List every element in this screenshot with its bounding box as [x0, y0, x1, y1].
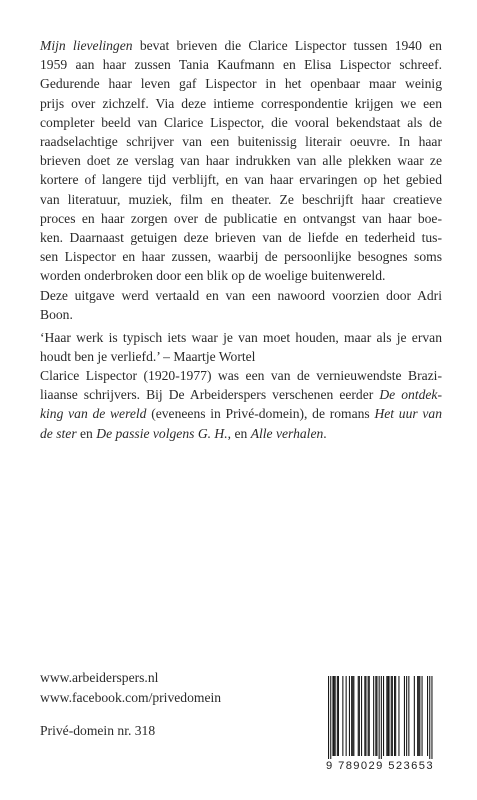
barcode-bar — [431, 676, 432, 760]
barcode-bar — [359, 676, 360, 756]
barcode-bar — [392, 676, 393, 756]
barcode-bar — [404, 676, 405, 756]
blurb-line: completer beeld van Clarice Lispector, die vooral bekendstaat als de — [40, 114, 442, 130]
author-bio — [40, 366, 442, 443]
barcode-bar — [332, 676, 333, 756]
barcode-bar — [389, 676, 390, 756]
barcode-bar — [427, 676, 428, 756]
publisher-website-link[interactable]: www.arbeiderspers.nl — [40, 670, 159, 685]
blurb-line: raadselachtige schrijver van een buitenissig literair oeuvre. In haar — [40, 134, 442, 150]
barcode-bar — [418, 676, 419, 756]
book-title: de ster — [40, 425, 77, 441]
isbn-digits: 9 789029 523653 — [318, 759, 442, 773]
barcode-bar — [375, 676, 376, 756]
blurb-line: kortere of langere tijd verblijft, en van haar ervaringen op het gebied — [40, 172, 442, 188]
publisher-footer — [40, 668, 221, 741]
barcode-bar — [335, 676, 336, 756]
barcode-bar — [349, 676, 350, 756]
blurb-line: Mijn lievelingen bevat brieven die Clarice Lispector tussen 1940 en — [40, 38, 442, 53]
barcode-bar — [383, 676, 384, 756]
blurb-line: Gedurende haar leven gaf Lispector in het openbaar maar weinig — [40, 76, 442, 92]
barcode-bar — [373, 676, 374, 756]
barcode-bar — [353, 676, 354, 756]
barcode-bar — [361, 676, 362, 756]
barcode-bar — [429, 676, 430, 760]
quote-line: houdt ben je verliefd.’ – Maartje Wortel — [40, 349, 256, 365]
barcode-bar — [422, 676, 423, 756]
barcode-bar — [398, 676, 399, 756]
review-quote — [40, 328, 442, 366]
series-number: Privé-domein nr. 318 — [40, 723, 156, 738]
book-title: Alle verhalen — [250, 425, 324, 441]
barcode-bar — [395, 676, 396, 756]
blurb-line: brieven doet ze verslag van haar indrukken van alle plekken waar ze — [40, 153, 442, 169]
barcode-bar — [406, 676, 407, 756]
barcode-bar — [368, 676, 369, 756]
barcode-bar — [414, 676, 415, 756]
blurb-line: ken. Daarnaast getuigen deze brieven van de liefde en tederheid tus- — [40, 230, 442, 246]
blurb-line: Boon. — [40, 306, 73, 322]
book-title: De passie volgens G. H. — [96, 425, 228, 441]
barcode-bar — [391, 676, 392, 756]
blurb-line: worden onderbroken door een blik op de woelige buitenwereld. — [40, 268, 386, 284]
barcode-bar — [338, 676, 339, 756]
barcode-bar — [379, 676, 380, 760]
bio-line: de ster en De passie volgens G. H., en Alle verhalen. — [40, 425, 327, 441]
barcode-bar — [346, 676, 347, 756]
barcode-bar — [351, 676, 352, 756]
barcode-bar — [342, 676, 343, 756]
barcode-bar — [394, 676, 395, 756]
blurb-line: 1959 aan haar zussen Tania Kaufmann en Elisa Lispector schreef. — [40, 57, 442, 73]
barcode-bar — [369, 676, 370, 756]
book-title: Mijn lievelingen — [40, 38, 133, 53]
barcode-bar — [337, 676, 338, 756]
barcode-bar — [408, 676, 409, 756]
book-title: Het uur van — [374, 406, 442, 422]
blurb — [40, 36, 442, 324]
bio-line: liaanse schrijvers. Bij De Arbeiderspers verschenen eerder De ontdek- — [40, 387, 442, 403]
barcode-bar — [419, 676, 420, 756]
blurb-line: sen Lispector en haar zussen, waarbij de persoonlijke besognes soms — [40, 249, 442, 265]
barcode-bar — [365, 676, 366, 756]
barcode-bar — [364, 676, 365, 756]
barcode-bar — [376, 676, 377, 756]
blurb-line: proces en haar zorgen over de publicatie en ontvangst van haar boe- — [40, 210, 442, 226]
barcode-bar — [334, 676, 335, 756]
blurb-line: prijs over zichzelf. Via deze intieme correspondentie krijgen we een — [40, 95, 442, 111]
bio-line: Clarice Lispector (1920-1977) was een van de vernieuwendste Brazi- — [40, 368, 442, 383]
barcode-bar — [358, 676, 359, 756]
barcode-bar — [386, 676, 387, 756]
blurb-line: Deze uitgave werd vertaald en van een nawoord voorzien door Adri — [40, 287, 442, 303]
quote-line: ‘Haar werk is typisch iets waar je van moet houden, maar als je ervan — [40, 330, 442, 345]
barcode-bar — [381, 676, 382, 760]
barcode-bars — [318, 676, 442, 760]
book-title: De ontdek- — [379, 387, 442, 403]
book-title: king van de wereld — [40, 406, 147, 422]
barcode-bar — [330, 676, 331, 760]
barcode-bar — [328, 676, 329, 760]
facebook-link[interactable]: www.facebook.com/privedomein — [40, 689, 222, 705]
barcode-bar — [387, 676, 388, 756]
barcode-bar — [417, 676, 418, 756]
blurb-line: van literatuur, muziek, film en theater. Ze beschrijft haar creatieve — [40, 191, 442, 207]
barcode-bar — [352, 676, 353, 756]
bio-line: king van de wereld (eveneens in Privé-domein), de romans Het uur van — [40, 406, 442, 422]
